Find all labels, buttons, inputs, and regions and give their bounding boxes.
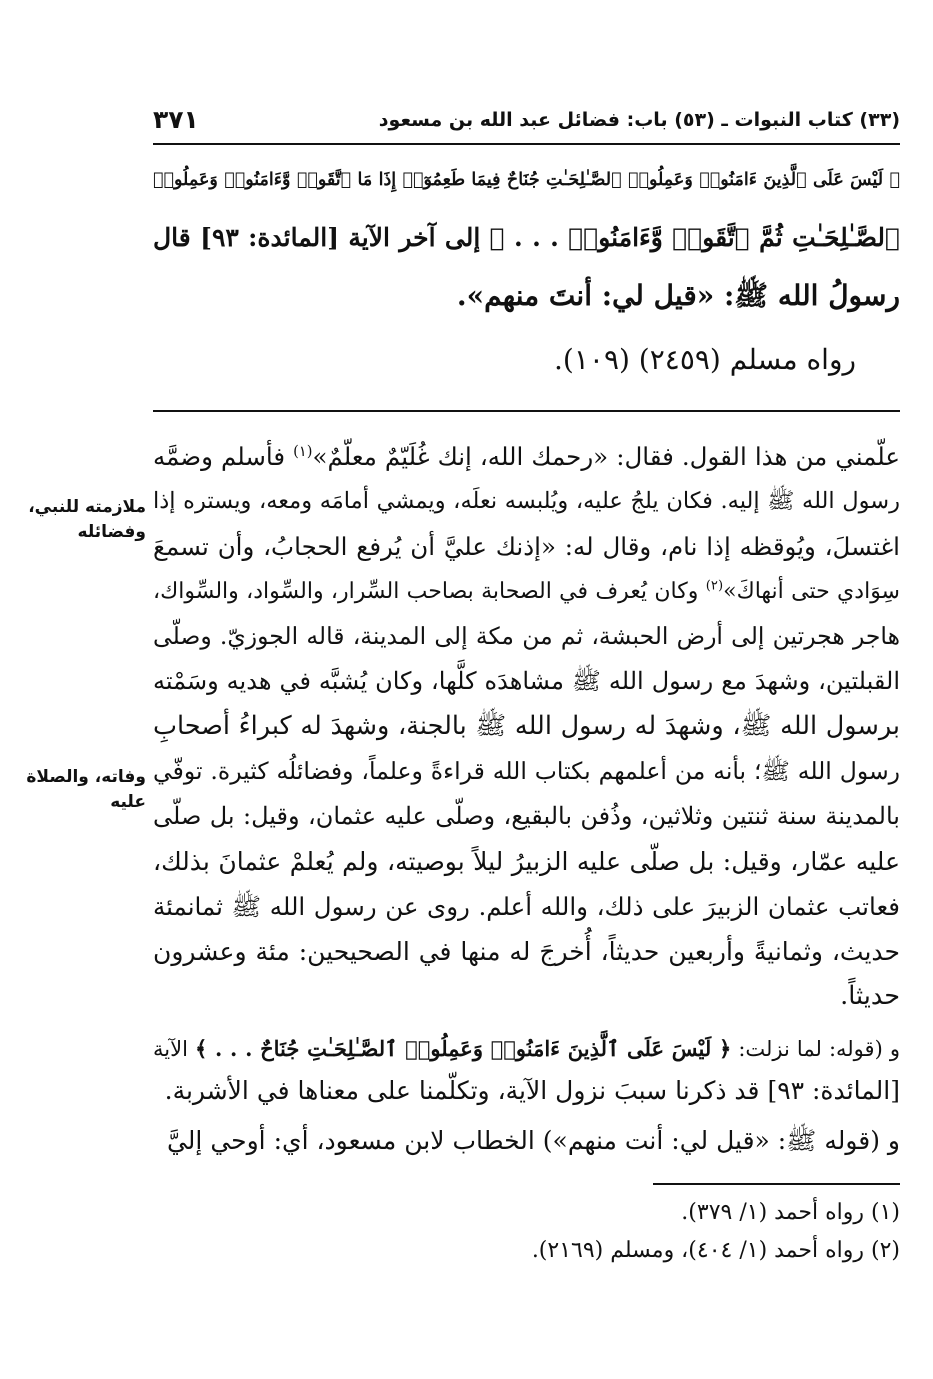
verse-line-1: ﴿ لَيْسَ عَلَى ٱلَّذِينَ ءَامَنُوا۟ وَعَمِلُوا۟ ٱلصَّـٰلِحَـٰتِ جُنَاحٌ فِيمَا طَعِمُوٓا۟ إِذَا مَا ٱتَّقَوا۟ وَّءَامَنُوا۟ وَعَمِلُوا۟ [153, 170, 900, 190]
text-line-4-body: سِوَادي حتى أنهاكَ» [723, 579, 900, 604]
verse-line-2: ٱلصَّـٰلِحَـٰتِ ثُمَّ ٱتَّقَوا۟ وَّءَامَنُوا۟ . . . ﴾ إلى آخر الآية [المائدة: ٩٣] قال [153, 223, 901, 252]
margin-note-companionship: ملازمته للنبي، وفضائله [28, 497, 146, 542]
footnotes [153, 1195, 900, 1275]
text-line-4-tail: وكان يُعرف في الصحابة بصاحب السِّرار، والسِّواد، والسِّواك، [153, 579, 706, 604]
text-line-9: بالمدينة سنة ثنتين وثلاثين، وذُفن بالبقيع، وصلّى عليه عثمان، وقيل: بل صلّى [153, 802, 900, 830]
hadith-text [153, 160, 900, 400]
footnote-marker-2: (٢) [705, 578, 724, 594]
biography-text [153, 438, 900, 1088]
commentary-line-1 [153, 1030, 900, 1068]
commentary-quran: ﴿ لَيْسَ عَلَى ٱلَّذِينَ ءَامَنُوا۟ وَعَمِلُوا۟ ٱلصَّـٰلِحَـٰتِ جُنَاحٌ . . . ﴾ [195, 1036, 732, 1061]
text-line-1 [153, 438, 900, 475]
hadith-line-3: رسولُ الله ﷺ: «قيل لي: أنتَ منهم». [456, 279, 900, 312]
page-number: ٣٧١ [153, 105, 199, 134]
margin-note-death: وفاته، والصلاة عليه [26, 767, 146, 812]
commentary-suffix: الآية [153, 1037, 195, 1061]
text-line-1-body: علّمني من هذا القول. فقال: «رحمك الله، إنك غُلَيّمٌ معلّمٌ» [312, 442, 900, 471]
page-header [153, 103, 900, 143]
commentary-line-3: و (قوله ﷺ: «قيل لي: أنت منهم») الخطاب لابن مسعود، أي: أوحي إليَّ [166, 1126, 900, 1155]
footnote-1: (١) رواه أحمد (١/ ٣٧٩). [681, 1200, 900, 1225]
text-line-10: عليه عمّار، وقيل: بل صلّى عليه الزبيرُ ليلاً بوصيته، ولم يُعلمْ عثمانَ بذلك، [153, 847, 900, 876]
header-rule [153, 143, 900, 145]
running-title: (٣٣) كتاب النبوات ـ (٥٣) باب: فضائل عبد الله بن مسعود [378, 109, 900, 131]
text-line-1-tail: فأسلم وضمَّه [153, 442, 294, 471]
text-line-4 [153, 573, 900, 610]
commentary-text [153, 1010, 900, 1160]
hadith-reference: رواه مسلم (٢٤٥٩) (١٠٩). [554, 343, 856, 376]
footnote-marker-1: (١) [293, 442, 313, 460]
footnote-rule [653, 1183, 900, 1185]
footnote-2: (٢) رواه أحمد (١/ ٤٠٤)، ومسلم (٢١٦٩). [531, 1238, 900, 1263]
commentary-line-2: [المائدة: ٩٣] قد ذكرنا سببَ نزول الآية، وتكلّمنا على معناها في الأشربة. [164, 1076, 900, 1105]
section-divider [153, 410, 900, 412]
text-line-2: رسول الله ﷺ إليه. فكان يلجُ عليه، ويُلبسه نعلَه، ويمشي أمامَه ومعه، ويستره إذا [153, 488, 900, 514]
text-line-11: فعاتب عثمان الزبيرَ على ذلك، والله أعلم. روى عن رسول الله ﷺ ثمانمئة [153, 892, 900, 921]
text-line-12: حديث، وثمانيةً وأربعين حديثاً، أُخرجَ له منها في الصحيحين: مئة وعشرون [153, 937, 900, 966]
text-line-13: حديثاً. [840, 981, 900, 1011]
commentary-prefix: و (قوله: لما نزلت: [731, 1037, 900, 1061]
text-line-5: هاجر هجرتين إلى أرض الحبشة، ثم من مكة إلى المدينة، قاله الجوزيّ. وصلّى [153, 622, 900, 650]
text-line-8: رسول الله ﷺ؛ بأنه من أعلمهم بكتاب الله قراءةً وعلماً، وفضائلُه كثيرة. توفّي [153, 757, 900, 785]
text-line-7: برسول الله ﷺ، وشهدَ له رسول الله ﷺ بالجنة، وشهدَ له كبراءُ أصحابِ [153, 711, 900, 741]
text-line-3: اغتسلَ، ويُوقظه إذا نام، وقال له: «إذنك عليَّ أن يُرفع الحجابُ، وأن تسمعَ [153, 532, 900, 561]
text-line-6: القبلتين، وشهدَ مع رسول الله ﷺ مشاهدَه كلَّها، وكان يُشبَّه في هديه وسَمْته [153, 667, 900, 695]
